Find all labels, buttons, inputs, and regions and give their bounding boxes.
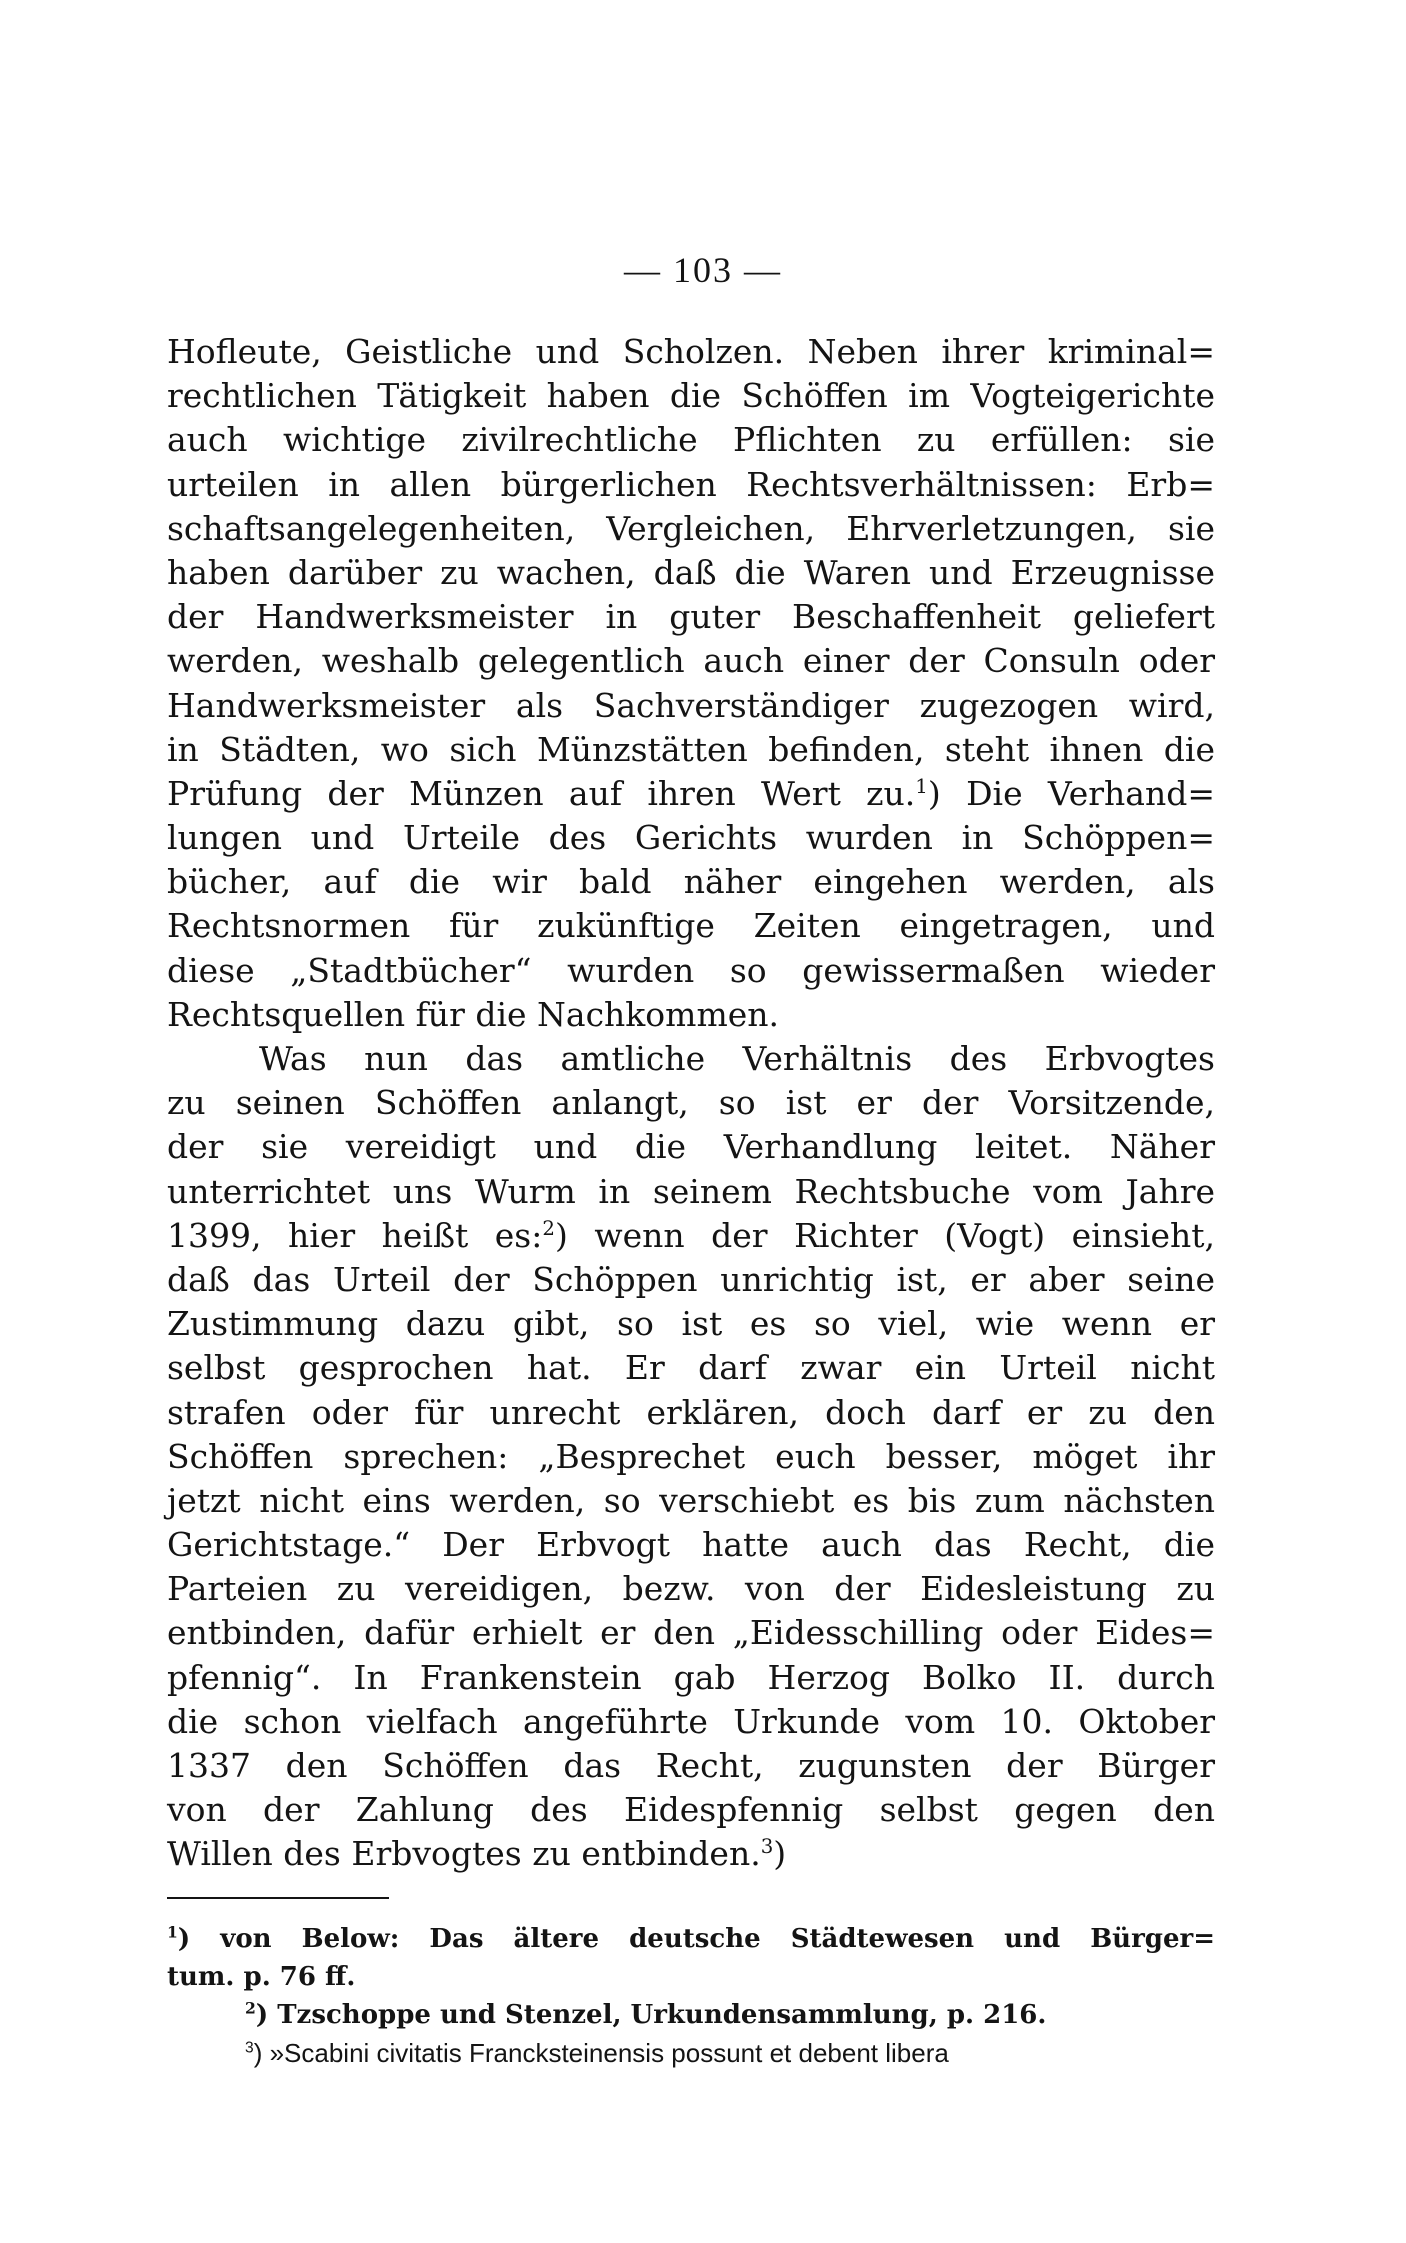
text-line-start: Prüfung der Münzen auf ihren Wert zu. [167,773,916,813]
text-line: jetzt nicht eins werden, so verschiebt es bis zum nächsten [167,1480,1215,1520]
text-line: Hofleute, Geistliche und Scholzen. Neben ihrer kriminal= [167,332,1215,371]
text-line: Handwerksmeister als Sachverständiger zugezogen wird, [167,685,1215,725]
footnote-2 [167,1996,1215,2034]
text-line: Rechtsnormen für zukünftige Zeiten eingetragen, und [167,906,1215,946]
text-line-end: ) Die Verhand= [927,773,1215,813]
text-line: selbst gesprochen hat. Er darf zwar ein Urteil nicht [167,1348,1215,1388]
footnote-mark-3: 3 [245,2039,254,2057]
text-line-start: Willen des Erbvogtes zu entbinden. [167,1834,761,1874]
text-line: die schon vielfach angeführte Urkunde vom 10. Oktober [167,1701,1215,1741]
text-line: strafen oder für unrecht erklären, doch darf er zu den [167,1392,1215,1432]
footnote-3-text: ) »Scabini civitatis Francksteinensis possunt et debent libera [253,2038,949,2068]
text-line: Schöffen sprechen: „Besprechet euch besser, möget ihr [167,1436,1215,1476]
text-line: unterrichtet uns Wurm in seinem Rechtsbuche vom Jahre [167,1171,1215,1211]
text-line: Rechtsquellen für die Nachkommen. [167,994,780,1034]
text-line: Parteien zu vereidigen, bezw. von der Eidesleistung zu [167,1569,1215,1609]
text-line-with-footnote-1 [167,772,1215,816]
footnotes [167,1920,1215,2072]
text-line: lungen und Urteile des Gerichts wurden in Schöppen= [167,818,1215,858]
footnote-ref-1: 1 [915,774,928,798]
text-line: bücher, auf die wir bald näher eingehen werden, als [167,862,1215,902]
text-line-paragraph-start: Was nun das amtliche Verhältnis des Erbvogtes [259,1039,1215,1078]
text-line: zu seinen Schöffen anlangt, so ist er der Vorsitzende, [167,1083,1215,1123]
text-line-end: ) [773,1834,787,1874]
text-line: in Städten, wo sich Münzstätten befinden, steht ihnen die [167,729,1215,769]
text-line-start: 1399, hier heißt es: [167,1215,543,1255]
footnote-divider [167,1897,389,1899]
footnote-2-text: ) Tzschoppe und Stenzel, Urkundensammlung, p. 216. [255,2000,1047,2030]
text-line: rechtlichen Tätigkeit haben die Schöffen im Vogteigerichte [167,376,1215,416]
text-line: daß das Urteil der Schöppen unrichtig ist, er aber seine [167,1259,1215,1299]
text-line: pfennig“. In Frankenstein gab Herzog Bolko II. durch [167,1657,1215,1697]
footnote-1 [167,1920,1215,1958]
body-text [167,330,1215,1877]
text-line: entbinden, dafür erhielt er den „Eidesschilling oder Eides= [167,1613,1215,1653]
footnote-1-text: ) von Below: Das ältere deutsche Städtewesen und Bürger= [177,1924,1215,1954]
footnote-mark-1: 1 [167,1922,178,1942]
text-line: diese „Stadtbücher“ wurden so gewissermaßen wieder [167,950,1215,990]
text-line-with-footnote-3 [167,1832,1215,1876]
text-line-with-footnote-2 [167,1214,1215,1258]
text-line: 1337 den Schöffen das Recht, zugunsten der Bürger [167,1746,1215,1785]
page-number: — 103 — [624,250,782,290]
text-line: haben darüber zu wachen, daß die Waren und Erzeugnisse [167,552,1215,592]
text-line: schaftsangelegenheiten, Vergleichen, Ehrverletzungen, sie [167,508,1215,548]
text-line: Gerichtstage.“ Der Erbvogt hatte auch das Recht, die [167,1525,1215,1565]
text-line: auch wichtige zivilrechtliche Pflichten zu erfüllen: sie [167,420,1215,460]
footnote-ref-2: 2 [542,1216,555,1240]
text-line: werden, weshalb gelegentlich auch einer der Consuln oder [167,641,1215,681]
footnote-3 [167,2034,1215,2072]
text-line: der sie vereidigt und die Verhandlung leitet. Näher [167,1127,1215,1167]
footnote-ref-3: 3 [760,1835,774,1859]
text-line: der Handwerksmeister in guter Beschaffenheit geliefert [167,597,1215,637]
text-line: Zustimmung dazu gibt, so ist es so viel, wie wenn er [167,1304,1215,1344]
text-line-end: ) wenn der Richter (Vogt) einsieht, [554,1215,1215,1255]
text-line: von der Zahlung des Eidespfennig selbst gegen den [167,1790,1215,1830]
footnote-1-continuation: tum. p. 76 ff. [167,1962,356,1992]
text-line: urteilen in allen bürgerlichen Rechtsverhältnissen: Erb= [167,464,1215,504]
footnote-mark-2: 2 [245,1998,256,2018]
